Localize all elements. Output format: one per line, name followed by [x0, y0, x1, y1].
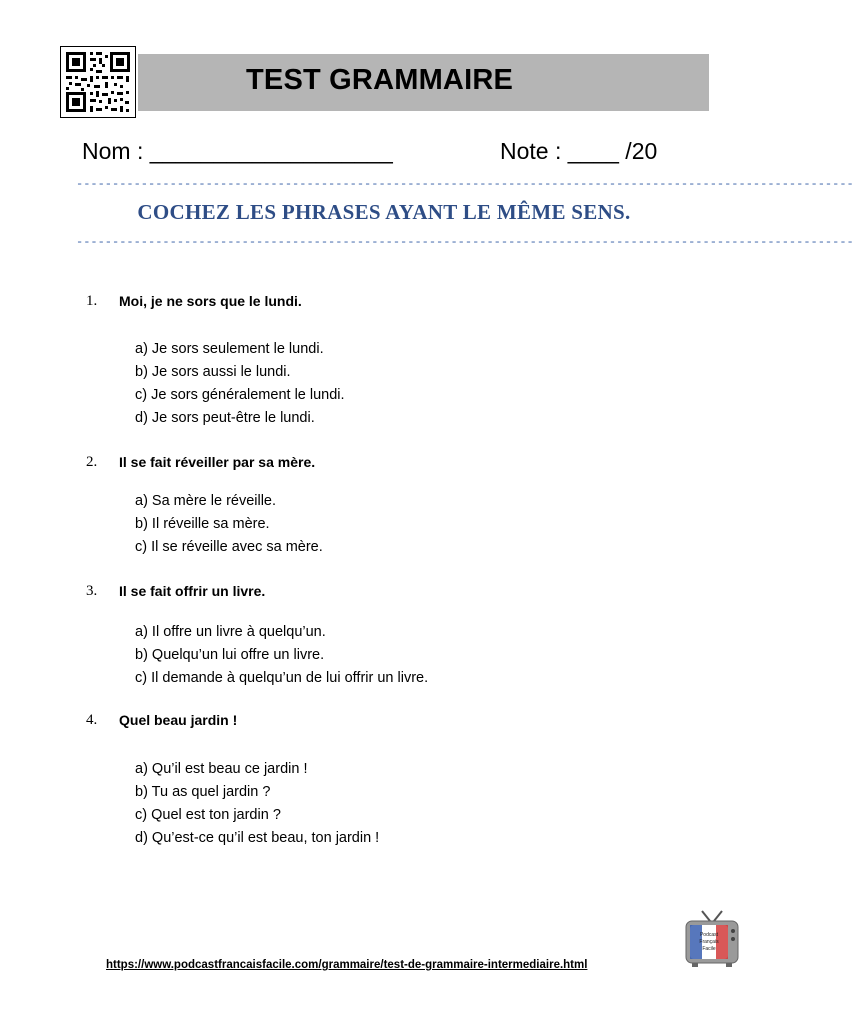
question-number: 4.	[86, 712, 98, 728]
title-bar	[138, 54, 709, 111]
option-item[interactable]: b) Je sors aussi le lundi.	[135, 364, 291, 380]
divider-top: ------------------------------------------------------------------------------------------------------------	[76, 177, 854, 191]
options-3	[135, 621, 428, 690]
option-item[interactable]: a) Qu’il est beau ce jardin !	[135, 761, 308, 777]
options-2	[135, 490, 323, 559]
option-item[interactable]: c) Il se réveille avec sa mère.	[135, 539, 323, 555]
question-text: Moi, je ne sors que le lundi.	[119, 293, 302, 309]
question-text: Il se fait offrir un livre.	[119, 583, 266, 599]
options-4	[135, 758, 379, 850]
option-item[interactable]: a) Je sors seulement le lundi.	[135, 341, 324, 357]
option-item[interactable]: d) Je sors peut-être le lundi.	[135, 410, 315, 426]
instruction: COCHEZ LES PHRASES AYANT LE MÊME SENS.	[137, 200, 631, 224]
option-item[interactable]: b) Il réveille sa mère.	[135, 516, 270, 532]
footer-url-link[interactable]: https://www.podcastfrancaisfacile.com/grammaire/test-de-grammaire-intermediaire.html	[106, 959, 588, 971]
question-text: Quel beau jardin !	[119, 712, 238, 728]
podcast-tv-logo	[684, 909, 740, 969]
qr-code	[60, 46, 136, 118]
option-item[interactable]: b) Tu as quel jardin ?	[135, 784, 271, 800]
logo-text-line: Podcast	[699, 932, 719, 938]
option-item[interactable]: c) Quel est ton jardin ?	[135, 807, 281, 823]
logo-text-line: Français	[699, 939, 719, 945]
option-item[interactable]: a) Il offre un livre à quelqu’un.	[135, 624, 326, 640]
question-number: 2.	[86, 454, 98, 470]
question-number: 3.	[86, 583, 98, 599]
question-number: 1.	[86, 293, 98, 309]
grade-field: Note : ____ /20	[500, 138, 658, 164]
question-text: Il se fait réveiller par sa mère.	[119, 454, 316, 470]
name-field: Nom : ___________________	[82, 138, 393, 164]
options-1	[135, 338, 345, 430]
option-item[interactable]: d) Qu’est-ce qu’il est beau, ton jardin !	[135, 830, 380, 846]
divider-bottom: ------------------------------------------------------------------------------------------------------------	[76, 235, 854, 249]
option-item[interactable]: c) Il demande à quelqu’un de lui offrir un livre.	[135, 670, 429, 686]
logo-text-line: Facile	[702, 946, 716, 952]
option-item[interactable]: a) Sa mère le réveille.	[135, 493, 277, 509]
page-title: TEST GRAMMAIRE	[246, 64, 514, 96]
option-item[interactable]: b) Quelqu’un lui offre un livre.	[135, 647, 325, 663]
option-item[interactable]: c) Je sors généralement le lundi.	[135, 387, 345, 403]
